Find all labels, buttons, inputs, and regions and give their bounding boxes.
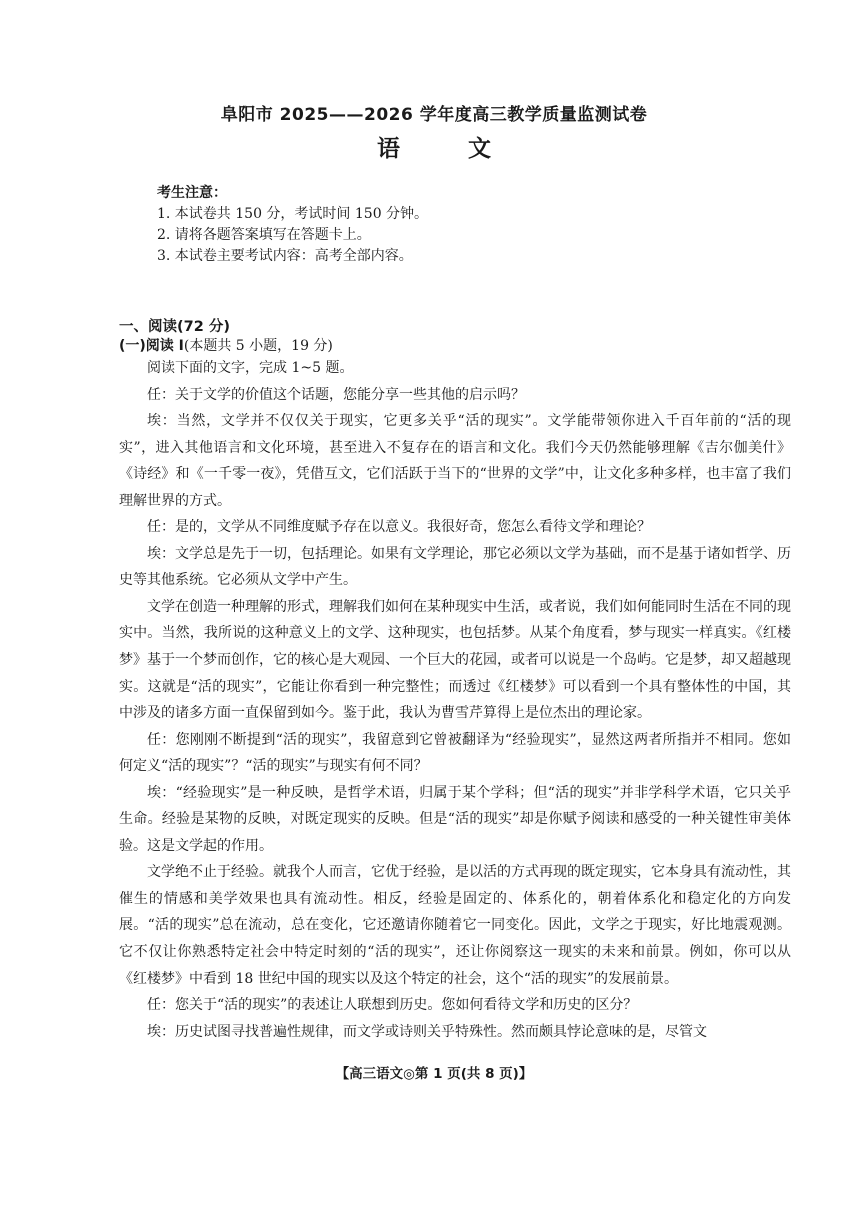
passage-paragraph: 任：您关于“活的现实”的表述让人联想到历史。您如何看待文学和历史的区分？ xyxy=(147,997,638,1014)
passage-paragraph: 埃：文学总是先于一切，包括理论。如果有文学理论，那它必须以文学为基础，而不是基于诸如哲学、历史等其他系统。它必须从文学中产生。 xyxy=(119,545,791,589)
passage-paragraph: 埃：“经验现实”是一种反映，是哲学术语，归属于某个学科；但“活的现实”并非学科学术语，它只关乎生命。经验是某物的反映，对既定现实的反映。但是“活的现实”却是你赋予阅读和感受的一种关键性审美体验。这是文学起的作用。 xyxy=(119,784,791,854)
passage-paragraph: 任：您刚刚不断提到“活的现实”，我留意到它曾被翻译为“经验现实”，显然这两者所指并不相同。您如何定义“活的现实”？“活的现实”与现实有何不同？ xyxy=(119,731,791,775)
reading-passage xyxy=(119,355,791,1045)
passage-paragraph: 埃：历史试图寻找普遍性规律，而文学或诗则关乎特殊性。然而颇具悖论意味的是，尽管文 xyxy=(147,1023,707,1040)
passage-paragraph: 文学绝不止于经验。就我个人而言，它优于经验，是以活的方式再现的既定现实，它本身具有流动性，其催生的情感和美学效果也具有流动性。相反，经验是固定的、体系化的，朝着体系化和稳定化的方向发展。“活的现实”总在流动，总在变化，它还邀请你随着它一同变化。因此，文学之于现实，好比地震观测。它不仅让你熟悉特定社会中特定时刻的“活的现实”，还让你阅察这一现实的未来和前景。例如，你可以从《红楼梦》中看到 18 世纪中国的现实以及这个特定的社会，这个“活的现实”的发展前景。 xyxy=(119,864,791,987)
notice-item: 3. 本试卷主要考试内容：高考全部内容。 xyxy=(157,248,413,264)
section-heading: 一、阅读(72 分) xyxy=(119,319,230,335)
subject-char-2: 文 xyxy=(468,136,491,162)
page-footer: 【高三语文◎第 1 页(共 8 页)】 xyxy=(335,1066,533,1082)
instruction-line: 阅读下面的文字，完成 1~5 题。 xyxy=(147,360,354,376)
passage-paragraph: 任：是的，文学从不同维度赋予存在以意义。我很好奇，您怎么看待文学和理论？ xyxy=(147,519,651,536)
subsection-detail: (本题共 5 小题，19 分) xyxy=(183,338,333,354)
subsection-label: (一)阅读 I xyxy=(119,338,184,354)
passage-paragraph: 任：关于文学的价值这个话题，您能分享一些其他的启示吗？ xyxy=(147,386,525,403)
passage-paragraph: 文学在创造一种理解的形式，理解我们如何在某种现实中生活，或者说，我们如何能同时生活在不同的现实中。当然，我所说的这种意义上的文学、这种现实，也包括梦。从某个角度看，梦与现实一样真实。《红楼梦》基于一个梦而创作，它的核心是大观园、一个巨大的花园，或者可以说是一个岛屿。它是梦，却又超越现实。这就是“活的现实”，它能让你看到一种完整性；而透过《红楼梦》可以看到一个具有整体性的中国，其中涉及的诸多方面一直保留到如今。鉴于此，我认为曹雪芹算得上是位杰出的理论家。 xyxy=(119,598,791,722)
exam-title: 阜阳市 2025——2026 学年度高三教学质量监测试卷 xyxy=(220,105,648,125)
subsection-heading xyxy=(119,336,333,356)
notice-heading: 考生注意： xyxy=(157,185,227,201)
notice-item: 1. 本试卷共 150 分，考试时间 150 分钟。 xyxy=(157,206,429,222)
notice-item: 2. 请将各题答案填写在答题卡上。 xyxy=(157,227,371,243)
passage-paragraph: 埃：当然，文学并不仅仅关于现实，它更多关乎“活的现实”。文学能带领你进入千百年前的“活的现实”，进入其他语言和文化环境，甚至进入不复存在的语言和文化。我们今天仍然能够理解《吉尔伽美什》《诗经》和《一千零一夜》，凭借互文，它们活跃于当下的“世界的文学”中，让文化多种多样，也丰富了我们理解世界的方式。 xyxy=(119,413,791,509)
candidate-notice xyxy=(157,183,428,267)
subject-heading xyxy=(0,130,868,163)
subject-char-1: 语 xyxy=(377,136,400,162)
